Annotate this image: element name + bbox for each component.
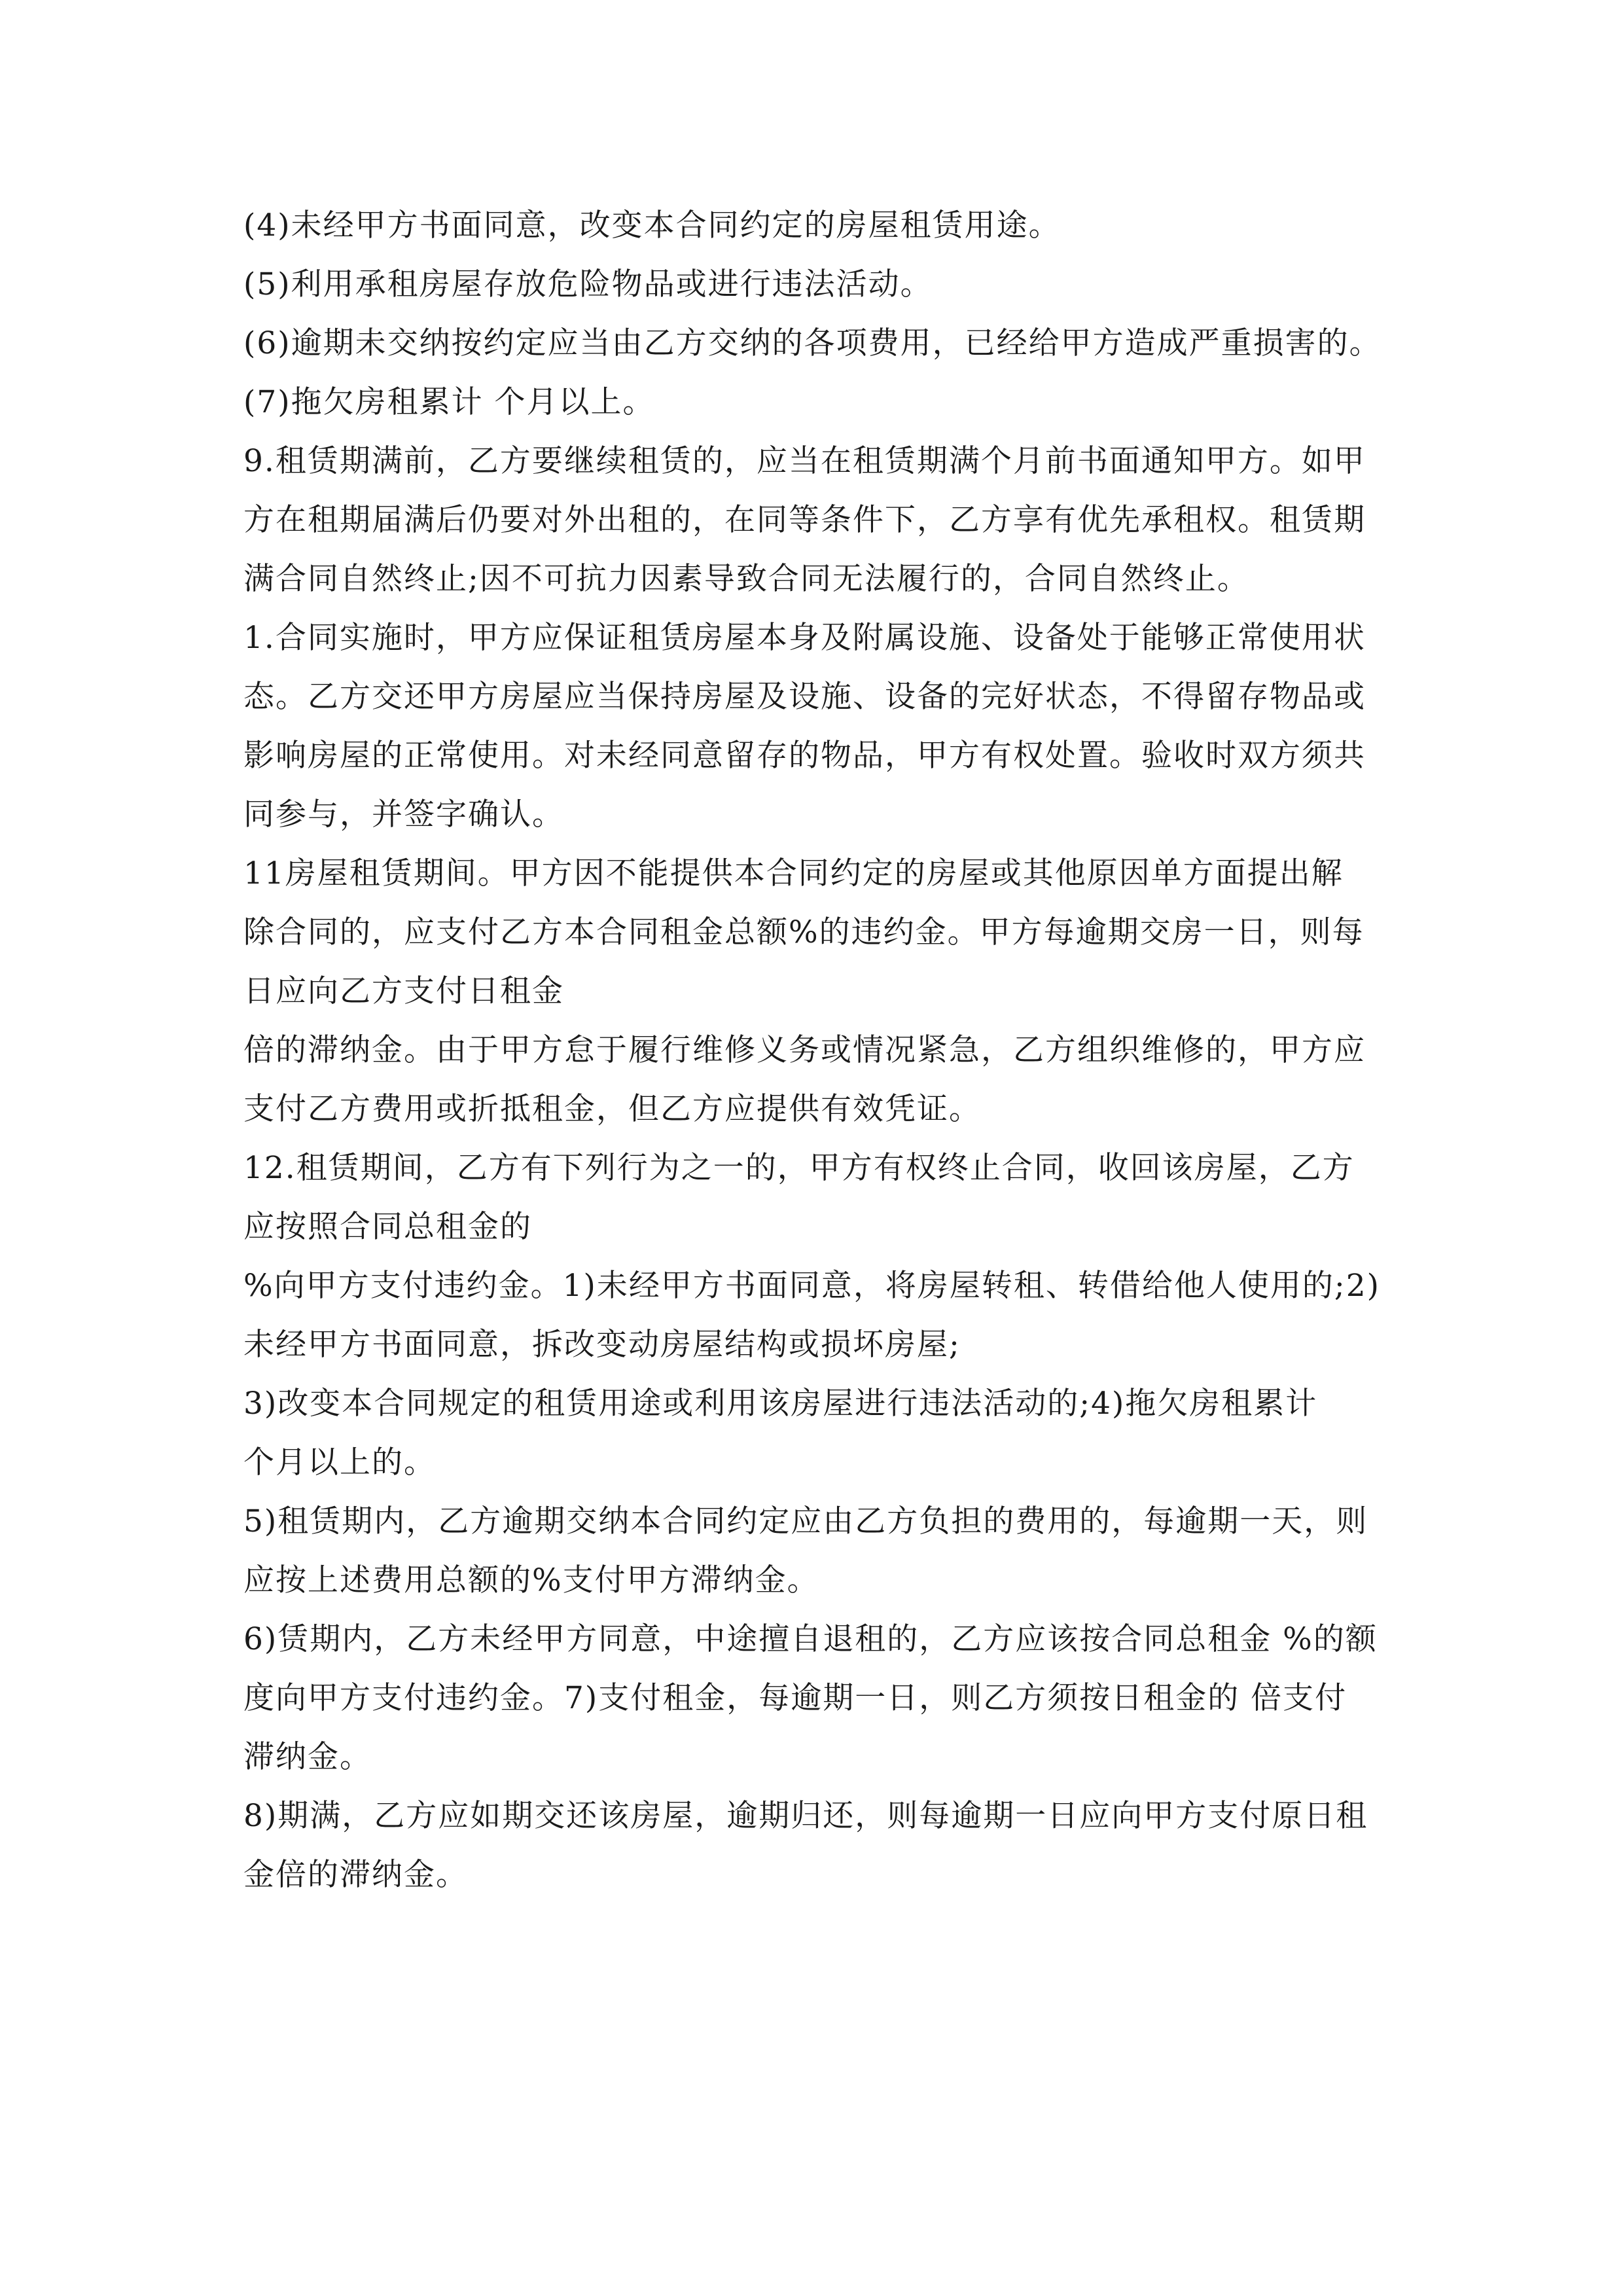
clause-line: 支付乙方费用或折抵租金，但乙方应提供有效凭证。 xyxy=(243,1091,981,1127)
clause-line: 除合同的，应支付乙方本合同租金总额%的违约金。甲方每逾期交房一日，则每 xyxy=(243,914,1364,950)
clause-line: 影响房屋的正常使用。对未经同意留存的物品，甲方有权处置。验收时双方须共 xyxy=(243,738,1366,774)
clause-line: (7)拖欠房租累计 个月以上。 xyxy=(243,384,655,420)
clause-line: 5)租赁期内，乙方逾期交纳本合同约定应由乙方负担的费用的，每逾期一天，则 xyxy=(243,1503,1368,1539)
clause-line: 3)改变本合同规定的租赁用途或利用该房屋进行违法活动的;4)拖欠房租累计 xyxy=(243,1386,1318,1422)
clause-line: (4)未经甲方书面同意，改变本合同约定的房屋租赁用途。 xyxy=(243,207,1061,243)
clause-line: 未经甲方书面同意，拆改变动房屋结构或损坏房屋; xyxy=(243,1327,961,1363)
clause-line: 应按上述费用总额的%支付甲方滞纳金。 xyxy=(243,1562,819,1598)
clause-line: 态。乙方交还甲方房屋应当保持房屋及设施、设备的完好状态，不得留存物品或 xyxy=(243,679,1366,715)
clause-line: 日应向乙方支付日租金 xyxy=(243,973,564,1009)
clause-line: 11房屋租赁期间。甲方因不能提供本合同约定的房屋或其他原因单方面提出解 xyxy=(243,855,1344,891)
clause-line: 1.合同实施时，甲方应保证租赁房屋本身及附属设施、设备处于能够正常使用状 xyxy=(243,620,1366,656)
clause-line: 12.租赁期间，乙方有下列行为之一的，甲方有权终止合同，收回该房屋，乙方 xyxy=(243,1150,1355,1186)
clause-line: 满合同自然终止;因不可抗力因素导致合同无法履行的，合同自然终止。 xyxy=(243,561,1249,597)
clause-line: 同参与，并签字确认。 xyxy=(243,797,564,833)
clause-line: 度向甲方支付违约金。7)支付租金，每逾期一日，则乙方须按日租金的 倍支付 xyxy=(243,1680,1347,1716)
clause-line: (6)逾期未交纳按约定应当由乙方交纳的各项费用，已经给甲方造成严重损害的。 xyxy=(243,325,1382,361)
clause-line: 倍的滞纳金。由于甲方怠于履行维修义务或情况紧急，乙方组织维修的，甲方应 xyxy=(243,1032,1366,1068)
clause-line: (5)利用承租房屋存放危险物品或进行违法活动。 xyxy=(243,266,933,302)
contract-body xyxy=(243,196,1395,1905)
clause-line: 个月以上的。 xyxy=(243,1444,436,1480)
clause-line: 滞纳金。 xyxy=(243,1739,372,1775)
clause-line: 6)赁期内，乙方未经甲方同意，中途擅自退租的，乙方应该按合同总租金 %的额 xyxy=(243,1621,1378,1657)
clause-line: 方在租期届满后仍要对外出租的，在同等条件下，乙方享有优先承租权。租赁期 xyxy=(243,502,1366,538)
clause-line: 9.租赁期满前，乙方要继续租赁的，应当在租赁期满个月前书面通知甲方。如甲 xyxy=(243,443,1366,479)
clause-line: 应按照合同总租金的 xyxy=(243,1209,532,1245)
clause-line: %向甲方支付违约金。1)未经甲方书面同意，将房屋转租、转借给他人使用的;2) xyxy=(243,1268,1380,1304)
clause-line: 8)期满，乙方应如期交还该房屋，逾期归还，则每逾期一日应向甲方支付原日租 xyxy=(243,1798,1368,1834)
clause-line: 金倍的滞纳金。 xyxy=(243,1857,468,1893)
